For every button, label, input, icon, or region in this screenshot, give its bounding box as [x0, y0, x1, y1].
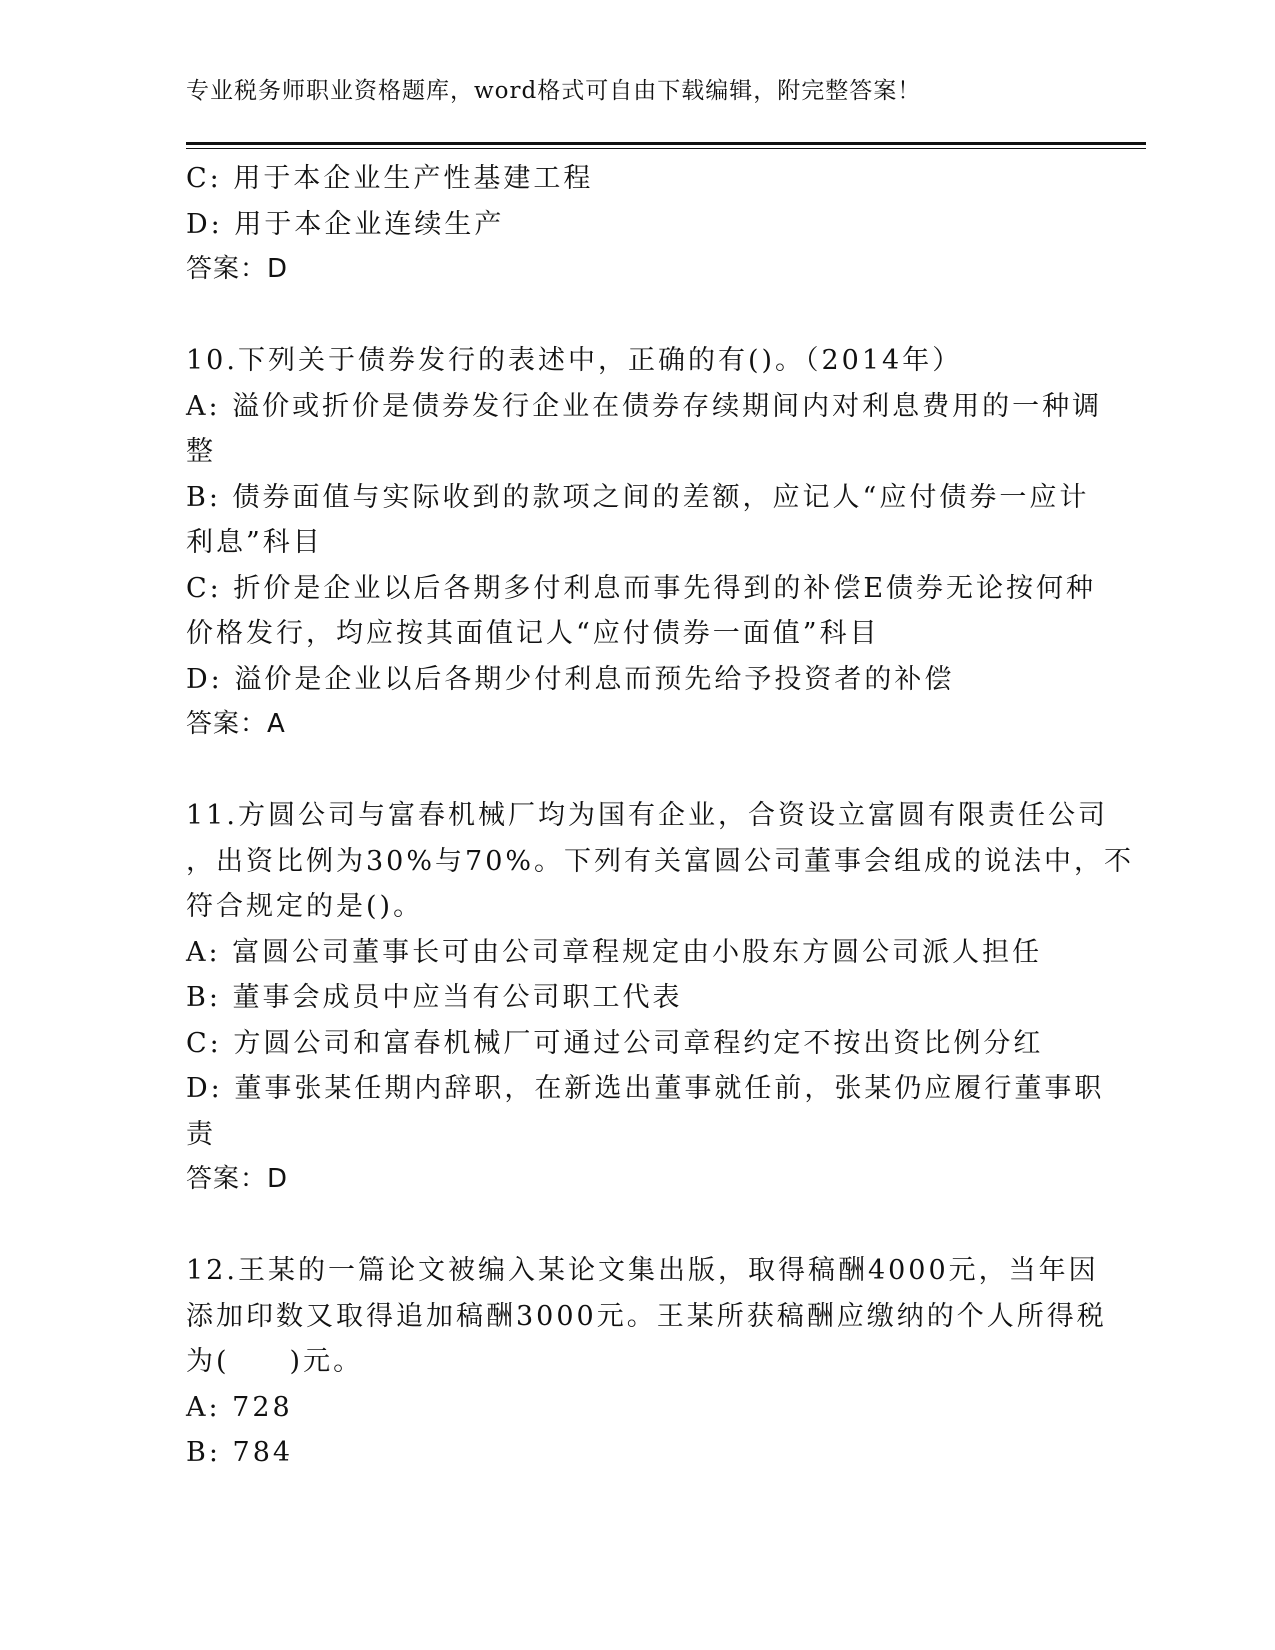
question-stem-continued: 添加印数又取得追加稿酬3000元。王某所获稿酬应缴纳的个人所得税 [186, 1300, 1107, 1332]
option-c-continued: 价格发行，均应按其面值记人“应付债券一面值”科目 [186, 618, 880, 649]
header-rule-thick [186, 142, 1146, 145]
option-a: A: 728 [186, 1391, 293, 1423]
question-9-tail [186, 156, 1066, 293]
option-c: C: 用于本企业生产性基建工程 [186, 163, 594, 194]
option-d-continued: 责 [186, 1118, 216, 1150]
page-header: 专业税务师职业资格题库，word格式可自由下载编辑，附完整答案！ [186, 78, 922, 104]
answer-label: 答案：D [186, 254, 289, 284]
option-b-continued: 利息”科目 [186, 527, 323, 558]
answer-label: 答案：A [186, 709, 286, 739]
question-stem-continued: ，出资比例为30%与70%。下列有关富圆公司董事会组成的说法中，不 [186, 845, 1135, 877]
option-a: A: 溢价或折价是债券发行企业在债券存续期间内对利息费用的一种调 [186, 390, 1103, 422]
spacer [186, 1203, 1066, 1249]
header-rule-thin [186, 148, 1146, 149]
option-d: D: 董事张某任期内辞职，在新选出董事就任前，张某仍应履行董事职 [186, 1073, 1105, 1104]
option-a-continued: 整 [186, 436, 216, 467]
spacer [186, 748, 1066, 794]
question-stem-continued: 符合规定的是()。 [186, 891, 424, 922]
question-stem: 11.方圆公司与富春机械厂均为国有企业，合资设立富圆有限责任公司 [186, 800, 1108, 831]
option-d: D: 溢价是企业以后各期少付利息而预先给予投资者的补偿 [186, 663, 955, 695]
option-b: B: 784 [186, 1437, 294, 1468]
option-a: A: 富圆公司董事长可由公司章程规定由小股东方圆公司派人担任 [186, 936, 1043, 968]
option-b: B: 董事会成员中应当有公司职工代表 [186, 982, 683, 1013]
question-11 [186, 793, 1135, 1203]
option-c: C: 折价是企业以后各期多付利息而事先得到的补偿E债券无论按何种 [186, 572, 1097, 604]
question-stem: 10.下列关于债券发行的表述中，正确的有()。（2014年） [186, 345, 963, 376]
question-list [186, 156, 1135, 1476]
question-12 [186, 1248, 1107, 1476]
option-d: D: 用于本企业连续生产 [186, 208, 505, 240]
option-c: C: 方圆公司和富春机械厂可通过公司章程约定不按出资比例分红 [186, 1027, 1044, 1059]
question-stem-continued: 为( )元。 [186, 1346, 364, 1377]
spacer [186, 293, 1066, 339]
question-10 [186, 338, 1103, 748]
answer-label: 答案：D [186, 1164, 289, 1194]
question-stem: 12.王某的一篇论文被编入某论文集出版，取得稿酬4000元，当年因 [186, 1255, 1099, 1286]
option-b: B: 债券面值与实际收到的款项之间的差额，应记人“应付债券一应计 [186, 481, 1090, 513]
